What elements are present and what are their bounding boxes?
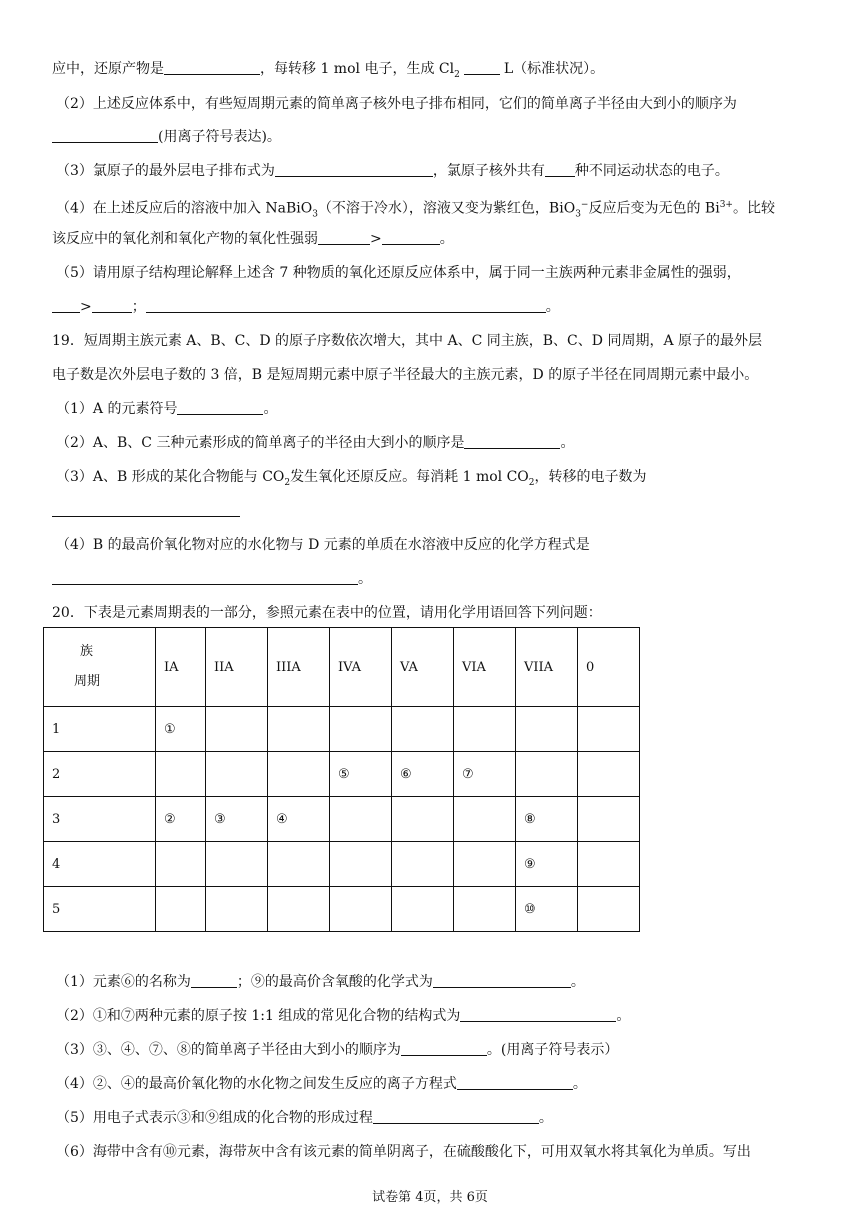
element-cell [268,752,330,797]
answer-blank[interactable] [191,973,237,988]
element-cell [454,707,516,752]
text: （2）①和⑦两种元素的原子按 1:1 组成的常见化合物的结构式为 [56,1008,461,1024]
page-footer: 试卷第 4页，共 6页 [372,1190,488,1205]
element-cell [156,887,206,932]
subscript: 2 [528,477,535,488]
text: > [370,231,382,247]
element-cell [392,797,454,842]
text: (用离子符号表达)。 [158,129,281,145]
text: ，氯原子核外共有 [432,163,545,179]
text: （不溶于冷水），溶液又变为紫红色，BiO [317,200,576,217]
text: ，转移的电子数为 [534,469,647,485]
text: ，每转移 1 mol 电子，生成 Cl [260,61,455,77]
text: （4）②、④的最高价氧化物的水化物之间发生反应的离子方程式 [56,1076,457,1092]
element-cell [392,842,454,887]
element-cell [392,707,454,752]
element-cell [578,752,640,797]
element-cell [392,887,454,932]
answer-blank[interactable] [401,1041,487,1056]
answer-blank[interactable] [52,570,358,585]
element-cell [206,887,268,932]
periodic-table [43,627,640,932]
text: （3）A、B 形成的某化合物能与 CO [56,469,285,485]
q18-line-1 [52,59,604,85]
element-cell [156,752,206,797]
answer-blank[interactable] [545,162,575,177]
text: 。 [439,231,454,247]
table-row [44,887,640,932]
text: 。 [560,435,575,451]
q18-3-line [56,161,729,181]
q20-6-line: （6）海带中含有⑩元素，海带灰中含有该元素的简单阴离子，在硫酸酸化下，可用双氧水将其氧化为单质。写出 [56,1144,751,1160]
element-cell [330,887,392,932]
subscript: 2 [454,69,460,80]
group-header: VIA [454,628,516,707]
q19-1-line [56,399,277,419]
text: 。 [263,401,278,417]
text: 。 [545,299,560,315]
q18-2-line: （2）上述反应体系中，有些短周期元素的简单离子核外电子排布相同，它们的简单离子半径由大到小的顺序为 [56,96,737,112]
answer-blank[interactable] [464,434,560,449]
text: 应中，还原产物是 [52,61,164,77]
element-cell [330,707,392,752]
table-row [44,797,640,842]
q18-2-answer-line [52,127,281,147]
group-header: IIA [206,628,268,707]
answer-blank[interactable] [318,230,370,245]
answer-blank[interactable] [433,973,571,988]
element-cell [206,707,268,752]
superscript: 3+ [719,200,733,210]
text: （3）③、④、⑦、⑧的简单离子半径由大到小的顺序为 [56,1042,401,1058]
group-header: IIIA [268,628,330,707]
element-cell [454,842,516,887]
text: > [80,299,92,315]
element-cell: ③ [206,797,268,842]
q20-stem-line: 20．下表是元素周期表的一部分，参照元素在表中的位置，请用化学用语回答下列问题： [52,605,602,621]
text: ； [131,299,146,315]
q18-4-line-2 [52,229,454,249]
element-cell: ② [156,797,206,842]
element-cell [206,752,268,797]
element-cell: ⑥ [392,752,454,797]
answer-blank[interactable] [164,60,260,75]
group-header: IA [156,628,206,707]
text: （4）在上述反应后的溶液中加入 NaBiO [56,200,313,217]
text: （3）氯原子的最外层电子排布式为 [56,163,275,179]
group-header: VIIA [516,628,578,707]
answer-blank[interactable] [460,1007,616,1022]
element-cell: ⑧ [516,797,578,842]
element-cell [454,797,516,842]
table-row [44,707,640,752]
answer-blank[interactable] [177,400,263,415]
element-cell [516,752,578,797]
q20-5-line [56,1108,553,1128]
text: L（标准状况）。 [503,61,605,77]
period-cell: 4 [44,842,156,887]
answer-blank[interactable] [52,502,240,517]
text: （5）用电子式表示③和⑨组成的化合物的形成过程 [56,1110,373,1126]
element-cell: ① [156,707,206,752]
period-cell: 5 [44,887,156,932]
text: 。 [570,974,585,990]
q19-3-answer-line [52,501,240,521]
answer-blank[interactable] [382,230,440,245]
element-cell [578,707,640,752]
subscript: 3 [312,209,318,220]
q19-4-line: （4）B 的最高价氧化物对应的水化物与 D 元素的单质在水溶液中反应的化学方程式是 [56,537,590,553]
text: 反应后变为无色的 Bi [588,200,720,217]
answer-blank[interactable] [52,298,80,313]
corner-cell [44,628,156,707]
text: 。 [572,1076,587,1092]
element-cell [268,887,330,932]
q18-4-line [56,195,775,224]
text: 。 [616,1008,631,1024]
q20-1-line [56,972,585,992]
element-cell [578,887,640,932]
text: （1）元素⑥的名称为 [56,974,191,990]
answer-blank[interactable] [373,1109,539,1124]
subscript: 3 [575,209,581,220]
answer-blank[interactable] [275,162,433,177]
element-cell [268,842,330,887]
subscript: 2 [284,477,291,488]
element-cell: ④ [268,797,330,842]
text: 。 [538,1110,553,1126]
text: 种不同运动状态的电子。 [574,163,729,179]
q20-3-line [56,1040,618,1060]
element-cell: ⑤ [330,752,392,797]
text: 。比较 [732,200,775,217]
answer-blank[interactable] [52,128,158,143]
element-cell [578,842,640,887]
element-cell: ⑩ [516,887,578,932]
q19-stem-line-1: 19．短周期主族元素 A、B、C、D 的原子序数依次增大，其中 A、C 同主族，B、C、D 同周期，A 原子的最外层 [52,333,763,349]
text: 发生氧化还原反应。每消耗 1 mol CO [290,469,529,485]
answer-blank[interactable] [92,298,132,313]
group-header: VA [392,628,454,707]
element-cell: ⑨ [516,842,578,887]
text: （2）A、B、C 三种元素形成的简单离子的半径由大到小的顺序是 [56,435,465,451]
q19-2-line [56,433,574,453]
group-header: IVA [330,628,392,707]
group-axis-label: 族 [80,644,94,659]
group-header: 0 [578,628,640,707]
element-cell [578,797,640,842]
element-cell [516,707,578,752]
text: ；⑨的最高价含氧酸的化学式为 [236,974,433,990]
q19-stem-line-2: 电子数是次外层电子数的 3 倍，B 是短周期元素中原子半径最大的主族元素，D 的原子半径在同周期元素中最小。 [52,367,759,383]
text: 该反应中的氧化剂和氧化产物的氧化性强弱 [52,231,318,247]
element-cell [454,887,516,932]
q19-3-line [56,467,647,493]
answer-blank[interactable] [464,60,500,75]
q20-4-line [56,1074,587,1094]
answer-blank[interactable] [457,1075,573,1090]
text: 。(用离子符号表示） [486,1042,619,1058]
period-cell: 1 [44,707,156,752]
period-cell: 3 [44,797,156,842]
period-axis-label: 周期 [74,674,101,689]
q18-5-line: （5）请用原子结构理论解释上述含 7 种物质的氧化还原反应体系中，属于同一主族两种元素非金属性的强弱， [56,265,741,281]
element-cell [206,842,268,887]
period-cell: 2 [44,752,156,797]
q18-5-answer-line [52,297,560,317]
table-header-row [44,628,640,707]
text: 。 [358,571,372,587]
element-cell [330,842,392,887]
element-cell: ⑦ [454,752,516,797]
table-row [44,752,640,797]
answer-blank[interactable] [146,298,546,313]
element-cell [156,842,206,887]
q20-2-line [56,1006,630,1026]
q19-4-answer-line [52,569,372,589]
superscript: − [580,200,589,210]
table-row [44,842,640,887]
element-cell [330,797,392,842]
element-cell [268,707,330,752]
text: （1）A 的元素符号 [56,401,178,417]
